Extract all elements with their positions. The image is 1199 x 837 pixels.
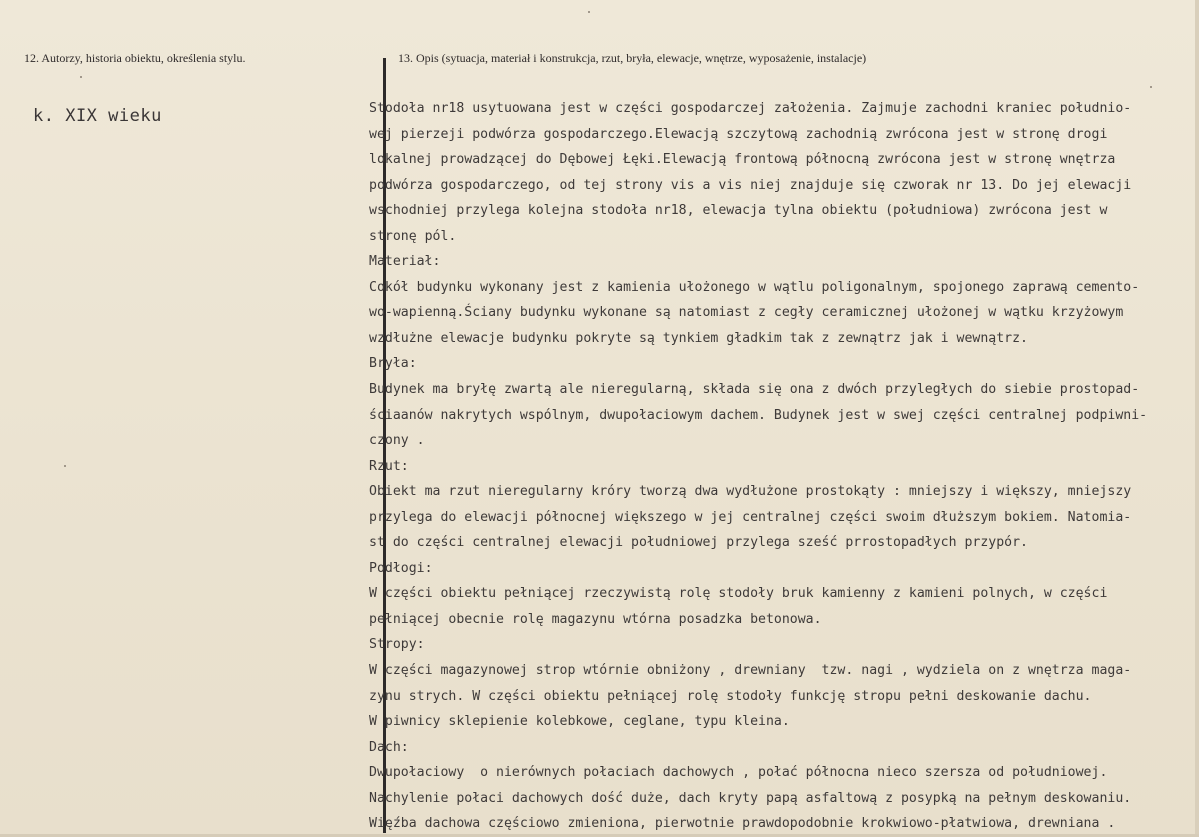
paper-speck (80, 76, 82, 78)
description-line: wej pierzeji podwórza gospodarczego.Elewacją szczytową zachodnią zwrócona jest w stronę drogi (369, 126, 1108, 142)
description-line: Podłogi: (369, 560, 433, 576)
description-line: Cokół budynku wykonany jest z kamienia ułożonego w wątlu poligonalnym, spojonego zaprawą cemento- (369, 279, 1140, 295)
description-line: podwórza gospodarczego, od tej strony vis a vis niej znajduje się czworak nr 13. Do jej elewacji (369, 177, 1132, 193)
paper-speck (64, 465, 66, 467)
description-line: czony . (369, 433, 425, 449)
description-line: Budynek ma bryłę zwartą ale nieregularną, składa się ona z dwóch przyległych do siebie prostopad- (369, 382, 1140, 398)
description-line: Obiekt ma rzut nieregularny króry tworzą dwa wydłużone prostokąty : mniejszy i większy, mniejszy (369, 484, 1132, 500)
field-13-description (369, 96, 1189, 837)
description-line: W części obiektu pełniącej rzeczywistą rolę stodoły bruk kamienny z kamieni polnych, w części (369, 586, 1108, 602)
field-12-header: 12. Autorzy, historia obiektu, określenia stylu. (24, 51, 246, 65)
description-line: Nachylenie połaci dachowych dość duże, dach kryty papą asfaltową z posypką na pełnym deskowaniu. (369, 790, 1132, 806)
description-line: st do części centralnej elewacji południowej przylega sześć prrostopadłych przypór. (369, 535, 1028, 551)
description-line: Stodoła nr18 usytuowana jest w części gospodarczej założenia. Zajmuje zachodni kraniec południo- (369, 101, 1132, 116)
description-line: stronę pól. (369, 228, 457, 244)
description-line: ściaanów nakrytych wspólnym, dwupołaciowym dachem. Budynek jest w swej części centralnej podpiwni- (369, 407, 1148, 423)
description-line: wzdłużne elewacje budynku pokryte są tynkiem gładkim tak z zewnątrz jak i wewnątrz. (369, 330, 1028, 346)
description-line: W piwnicy sklepienie kolebkowe, ceglane, typu kleina. (369, 714, 790, 730)
description-line: Materiał: (369, 254, 441, 270)
description-line: przylega do elewacji północnej większego w jej centralnej części swoim dłuższym bokiem. Natomia- (369, 509, 1132, 525)
sheet-edge-right (1195, 0, 1199, 837)
description-line: Rzut: (369, 458, 409, 474)
paper-speck (1150, 86, 1152, 88)
description-line: pełniącej obecnie rolę magazynu wtórna posadzka betonowa. (369, 611, 822, 627)
description-line: lokalnej prowadzącej do Dębowej Łęki.Elewacją frontową północną zwrócona jest w stronę wnętrza (369, 152, 1116, 168)
description-line: Więźba dachowa częściowo zmieniona, pierwotnie prawdopodobnie krokwiowo-płatwiowa, drewniana . (369, 816, 1116, 832)
description-line: Bryła: (369, 356, 417, 372)
description-line: zynu strych. W części obiektu pełniącej rolę stodoły funkcję stropu pełni deskowanie dachu. (369, 688, 1092, 704)
description-line: Dwupołaciowy o nierównych połaciach dachowych , połać północna nieco szersza od południowej. (369, 765, 1108, 781)
description-line: Stropy: (369, 637, 425, 653)
field-12-value: k. XIX wieku (33, 106, 162, 126)
paper-speck (588, 11, 590, 13)
field-13-header: 13. Opis (sytuacja, materiał i konstrukcja, rzut, bryła, elewacje, wnętrze, wyposażenie, instalacje) (398, 51, 867, 65)
description-line: W części magazynowej strop wtórnie obniżony , drewniany tzw. nagi , wydziela on z wnętrza maga- (369, 663, 1132, 679)
description-line: wo-wapienną.Ściany budynku wykonane są natomiast z cegły ceramicznej ułożonej w wątku krzyżowym (369, 305, 1124, 321)
description-line: wschodniej przylega kolejna stodoła nr18, elewacja tylna obiektu (południowa) zwrócona jest w (369, 203, 1108, 219)
description-line: Dach: (369, 739, 409, 755)
